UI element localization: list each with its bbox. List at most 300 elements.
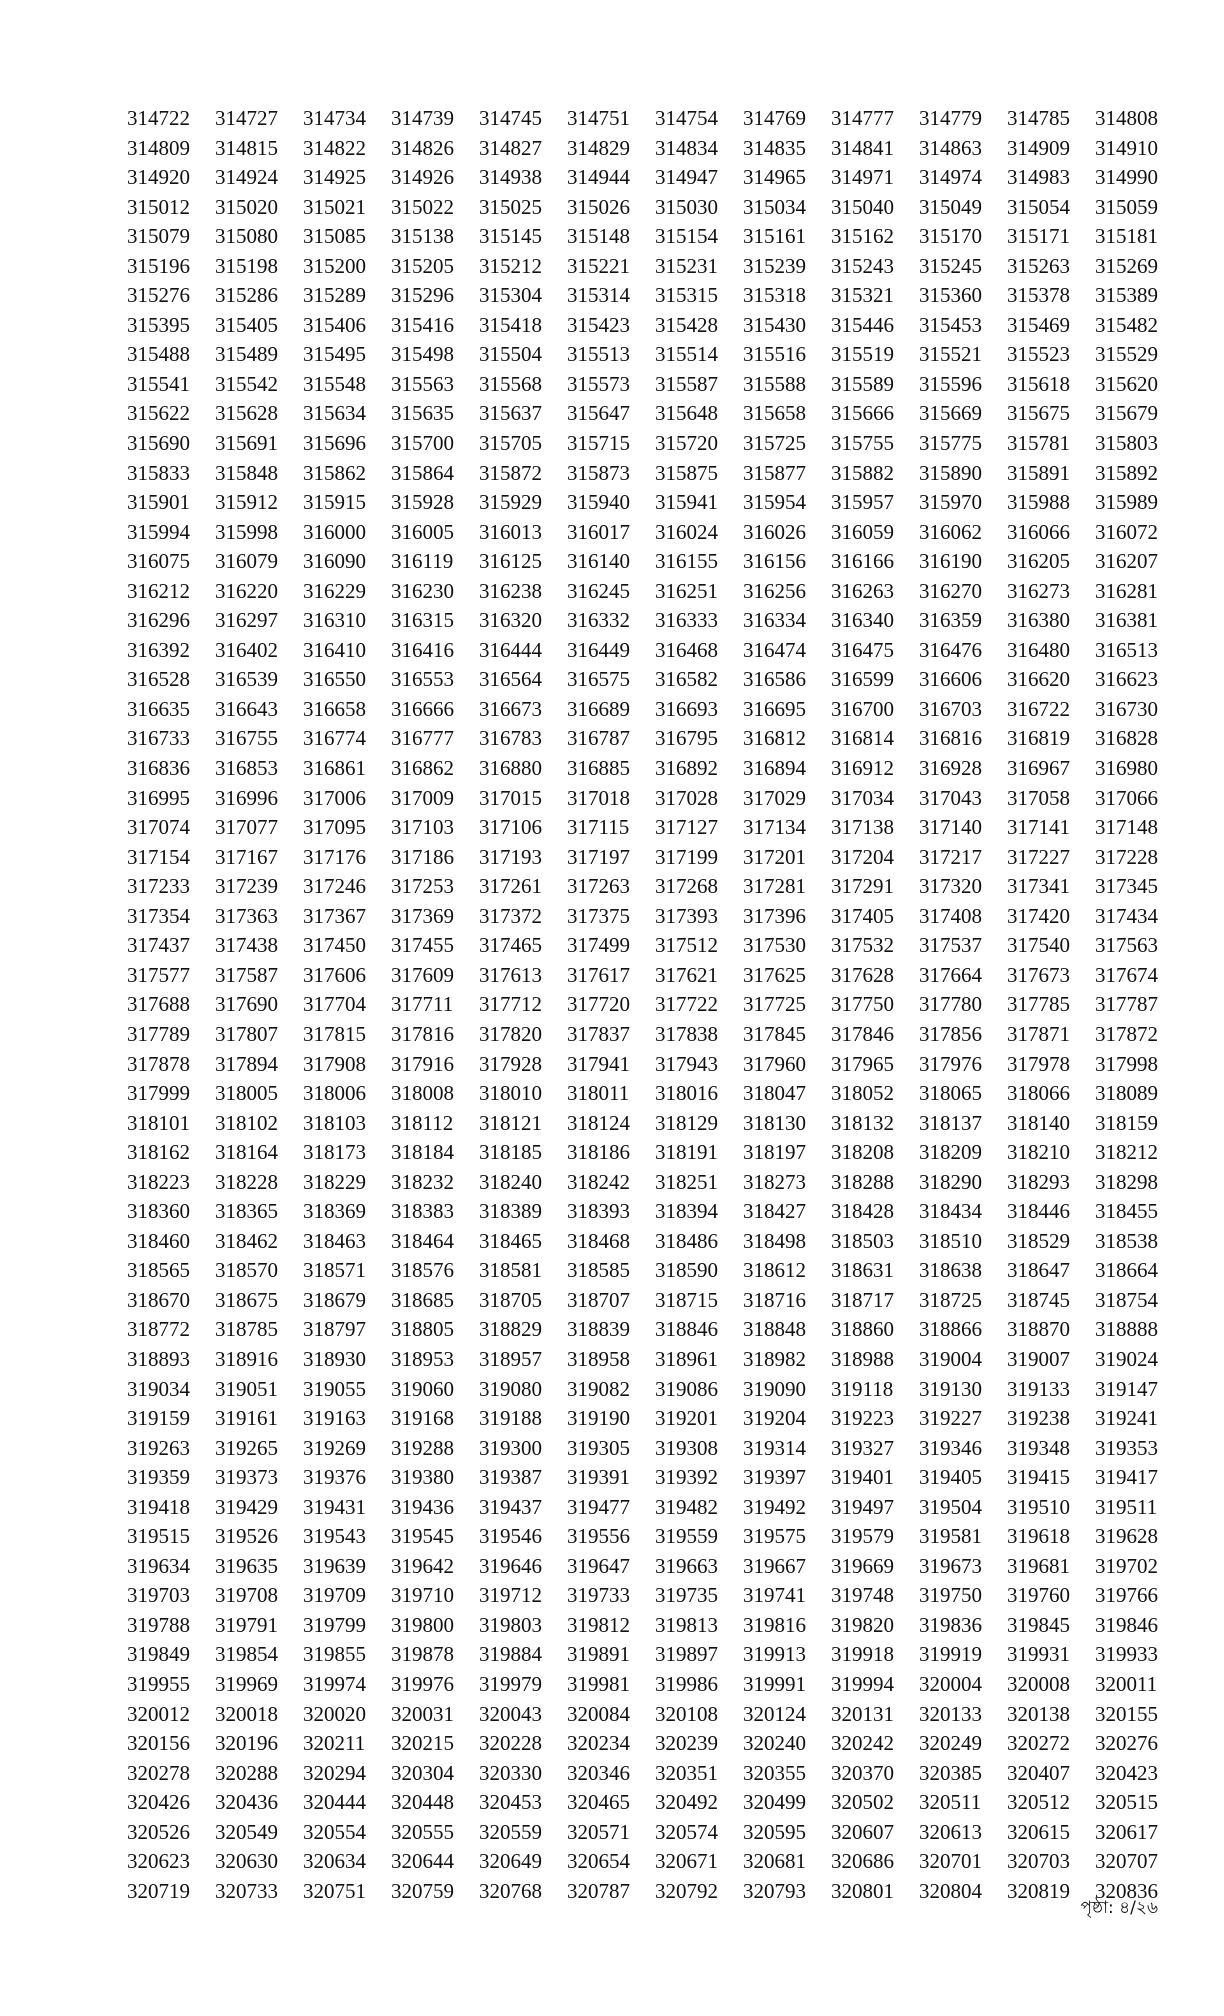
roll-number: 315304 <box>479 283 542 308</box>
roll-number: 318590 <box>655 1258 718 1283</box>
roll-number: 319849 <box>127 1642 190 1667</box>
roll-number: 316553 <box>391 667 454 692</box>
roll-number: 317941 <box>567 1051 630 1076</box>
roll-number: 317625 <box>743 962 806 987</box>
roll-number: 315679 <box>1095 401 1158 426</box>
roll-number: 319515 <box>127 1524 190 1549</box>
roll-number: 318184 <box>391 1140 454 1165</box>
roll-number: 317628 <box>831 962 894 987</box>
roll-number: 319579 <box>831 1524 894 1549</box>
roll-number: 320733 <box>215 1878 278 1903</box>
roll-number: 319884 <box>479 1642 542 1667</box>
roll-number: 316528 <box>127 667 190 692</box>
roll-number: 318893 <box>127 1346 190 1371</box>
roll-number: 320630 <box>215 1849 278 1874</box>
roll-number: 316819 <box>1007 726 1070 751</box>
roll-number: 315803 <box>1095 431 1158 456</box>
roll-number: 319559 <box>655 1524 718 1549</box>
roll-number: 319223 <box>831 1406 894 1431</box>
roll-number: 319163 <box>303 1406 366 1431</box>
roll-number: 317095 <box>303 815 366 840</box>
roll-number: 315079 <box>127 224 190 249</box>
roll-number: 317043 <box>919 785 982 810</box>
roll-number: 319646 <box>479 1553 542 1578</box>
roll-number: 315587 <box>655 371 718 396</box>
roll-number: 318725 <box>919 1287 982 1312</box>
roll-number: 315700 <box>391 431 454 456</box>
roll-number: 319086 <box>655 1376 718 1401</box>
roll-number: 317928 <box>479 1051 542 1076</box>
roll-number: 315620 <box>1095 371 1158 396</box>
roll-number: 316119 <box>391 549 454 574</box>
roll-number: 315781 <box>1007 431 1070 456</box>
roll-number: 314863 <box>919 135 982 160</box>
roll-number: 316263 <box>831 578 894 603</box>
roll-number: 316392 <box>127 637 190 662</box>
roll-number: 318369 <box>303 1199 366 1224</box>
roll-number: 319766 <box>1095 1583 1158 1608</box>
roll-number: 315263 <box>1007 253 1070 278</box>
roll-number: 317006 <box>303 785 366 810</box>
roll-number: 319055 <box>303 1376 366 1401</box>
roll-number: 315892 <box>1095 460 1158 485</box>
roll-number: 320554 <box>303 1819 366 1844</box>
roll-number: 320465 <box>567 1790 630 1815</box>
roll-number: 315430 <box>743 312 806 337</box>
roll-number: 316928 <box>919 756 982 781</box>
roll-number: 319359 <box>127 1465 190 1490</box>
roll-number: 316229 <box>303 578 366 603</box>
roll-number: 317405 <box>831 903 894 928</box>
roll-number: 315021 <box>303 194 366 219</box>
roll-number: 318958 <box>567 1346 630 1371</box>
roll-number: 316996 <box>215 785 278 810</box>
roll-number: 318186 <box>567 1140 630 1165</box>
roll-number: 316539 <box>215 667 278 692</box>
roll-number: 317186 <box>391 844 454 869</box>
roll-number: 316381 <box>1095 608 1158 633</box>
roll-number: 315691 <box>215 431 278 456</box>
roll-number: 314826 <box>391 135 454 160</box>
roll-number: 320649 <box>479 1849 542 1874</box>
roll-number: 319090 <box>743 1376 806 1401</box>
roll-number: 317999 <box>127 1081 190 1106</box>
roll-number: 317976 <box>919 1051 982 1076</box>
roll-number: 315080 <box>215 224 278 249</box>
roll-number: 317193 <box>479 844 542 869</box>
roll-number: 316689 <box>567 696 630 721</box>
roll-number: 317725 <box>743 992 806 1017</box>
roll-number: 316861 <box>303 756 366 781</box>
roll-number: 317998 <box>1095 1051 1158 1076</box>
roll-number: 317253 <box>391 874 454 899</box>
roll-number: 317673 <box>1007 962 1070 987</box>
roll-number: 318164 <box>215 1140 278 1165</box>
roll-number: 319918 <box>831 1642 894 1667</box>
roll-number: 319004 <box>919 1346 982 1371</box>
roll-number: 320801 <box>831 1878 894 1903</box>
roll-number: 316013 <box>479 519 542 544</box>
roll-number: 315276 <box>127 283 190 308</box>
roll-number: 319510 <box>1007 1494 1070 1519</box>
roll-number: 316586 <box>743 667 806 692</box>
roll-number: 318529 <box>1007 1228 1070 1253</box>
roll-number: 319979 <box>479 1671 542 1696</box>
roll-number: 320012 <box>127 1701 190 1726</box>
roll-number: 320215 <box>391 1731 454 1756</box>
roll-number: 314926 <box>391 165 454 190</box>
roll-number: 317227 <box>1007 844 1070 869</box>
roll-number: 315286 <box>215 283 278 308</box>
roll-number: 315715 <box>567 431 630 456</box>
roll-number: 320124 <box>743 1701 806 1726</box>
roll-number: 318460 <box>127 1228 190 1253</box>
roll-number: 315862 <box>303 460 366 485</box>
roll-number: 318571 <box>303 1258 366 1283</box>
roll-number: 317106 <box>479 815 542 840</box>
roll-number: 320707 <box>1095 1849 1158 1874</box>
roll-number: 317074 <box>127 815 190 840</box>
roll-number: 316416 <box>391 637 454 662</box>
roll-number: 315245 <box>919 253 982 278</box>
roll-number: 319581 <box>919 1524 982 1549</box>
roll-number: 315877 <box>743 460 806 485</box>
roll-number: 317345 <box>1095 874 1158 899</box>
roll-number: 315389 <box>1095 283 1158 308</box>
roll-number: 318191 <box>655 1140 718 1165</box>
roll-number: 319288 <box>391 1435 454 1460</box>
roll-number: 316695 <box>743 696 806 721</box>
roll-number: 319733 <box>567 1583 630 1608</box>
roll-number: 316315 <box>391 608 454 633</box>
roll-number: 319702 <box>1095 1553 1158 1578</box>
roll-number: 318212 <box>1095 1140 1158 1165</box>
roll-number: 319709 <box>303 1583 366 1608</box>
page-number: পৃষ্ঠা: ৪/২৬ <box>1080 1898 1158 1918</box>
roll-number: 320249 <box>919 1731 982 1756</box>
roll-number: 319788 <box>127 1612 190 1637</box>
roll-number: 320751 <box>303 1878 366 1903</box>
roll-number: 318016 <box>655 1081 718 1106</box>
roll-number: 319673 <box>919 1553 982 1578</box>
roll-number: 316666 <box>391 696 454 721</box>
roll-number: 318675 <box>215 1287 278 1312</box>
roll-number: 315428 <box>655 312 718 337</box>
roll-number: 316000 <box>303 519 366 544</box>
roll-number: 316468 <box>655 637 718 662</box>
roll-number: 319919 <box>919 1642 982 1667</box>
roll-number: 319846 <box>1095 1612 1158 1637</box>
roll-number: 316310 <box>303 608 366 633</box>
roll-number: 320792 <box>655 1878 718 1903</box>
roll-number: 317217 <box>919 844 982 869</box>
roll-number: 316795 <box>655 726 718 751</box>
roll-number: 318715 <box>655 1287 718 1312</box>
roll-number: 319976 <box>391 1671 454 1696</box>
roll-number: 314769 <box>743 106 806 130</box>
roll-number: 320131 <box>831 1701 894 1726</box>
roll-number: 319130 <box>919 1376 982 1401</box>
roll-number: 316359 <box>919 608 982 633</box>
roll-number: 315395 <box>127 312 190 337</box>
roll-number: 315514 <box>655 342 718 367</box>
roll-number: 318052 <box>831 1081 894 1106</box>
roll-number: 320555 <box>391 1819 454 1844</box>
roll-number: 316575 <box>567 667 630 692</box>
roll-number: 319429 <box>215 1494 278 1519</box>
roll-number: 320559 <box>479 1819 542 1844</box>
roll-number: 316205 <box>1007 549 1070 574</box>
roll-number: 320385 <box>919 1760 982 1785</box>
roll-number: 318638 <box>919 1258 982 1283</box>
roll-number: 320453 <box>479 1790 542 1815</box>
roll-number: 316812 <box>743 726 806 751</box>
roll-number: 317789 <box>127 1021 190 1046</box>
roll-number: 318066 <box>1007 1081 1070 1106</box>
roll-number: 316700 <box>831 696 894 721</box>
roll-number: 315221 <box>567 253 630 278</box>
roll-number: 318679 <box>303 1287 366 1312</box>
roll-number: 317148 <box>1095 815 1158 840</box>
roll-number: 315138 <box>391 224 454 249</box>
roll-number: 320701 <box>919 1849 982 1874</box>
roll-number: 319760 <box>1007 1583 1070 1608</box>
roll-number: 320239 <box>655 1731 718 1756</box>
roll-number: 320515 <box>1095 1790 1158 1815</box>
roll-number: 315882 <box>831 460 894 485</box>
roll-number: 319897 <box>655 1642 718 1667</box>
roll-number: 319007 <box>1007 1346 1070 1371</box>
roll-number: 316777 <box>391 726 454 751</box>
roll-number: 320234 <box>567 1731 630 1756</box>
roll-number: 315720 <box>655 431 718 456</box>
roll-number: 317268 <box>655 874 718 899</box>
roll-number: 315085 <box>303 224 366 249</box>
roll-number: 320574 <box>655 1819 718 1844</box>
roll-number: 319663 <box>655 1553 718 1578</box>
roll-number: 320240 <box>743 1731 806 1756</box>
roll-number: 317009 <box>391 785 454 810</box>
roll-number: 318498 <box>743 1228 806 1253</box>
roll-number: 316245 <box>567 578 630 603</box>
roll-number: 319854 <box>215 1642 278 1667</box>
roll-number: 315872 <box>479 460 542 485</box>
roll-number: 317018 <box>567 785 630 810</box>
roll-number: 320020 <box>303 1701 366 1726</box>
roll-number: 317420 <box>1007 903 1070 928</box>
roll-number: 318772 <box>127 1317 190 1342</box>
roll-number: 315025 <box>479 194 542 219</box>
roll-number: 318065 <box>919 1081 982 1106</box>
roll-number: 319955 <box>127 1671 190 1696</box>
roll-number: 318870 <box>1007 1317 1070 1342</box>
roll-number: 319376 <box>303 1465 366 1490</box>
roll-number: 319417 <box>1095 1465 1158 1490</box>
roll-number: 315628 <box>215 401 278 426</box>
roll-number: 314822 <box>303 135 366 160</box>
roll-number: 318047 <box>743 1081 806 1106</box>
roll-number: 316402 <box>215 637 278 662</box>
roll-number: 319263 <box>127 1435 190 1460</box>
roll-number: 315054 <box>1007 194 1070 219</box>
roll-number: 316062 <box>919 519 982 544</box>
roll-number: 315957 <box>831 490 894 515</box>
roll-number: 319511 <box>1095 1494 1158 1519</box>
roll-number: 318132 <box>831 1110 894 1135</box>
roll-number: 315170 <box>919 224 982 249</box>
roll-number: 315314 <box>567 283 630 308</box>
roll-number: 315489 <box>215 342 278 367</box>
roll-number: 317787 <box>1095 992 1158 1017</box>
roll-number: 319526 <box>215 1524 278 1549</box>
roll-number: 319791 <box>215 1612 278 1637</box>
roll-number: 315040 <box>831 194 894 219</box>
roll-number: 316814 <box>831 726 894 751</box>
roll-number: 320330 <box>479 1760 542 1785</box>
roll-number: 315675 <box>1007 401 1070 426</box>
roll-number: 315529 <box>1095 342 1158 367</box>
roll-number: 319681 <box>1007 1553 1070 1578</box>
roll-number: 316090 <box>303 549 366 574</box>
roll-number: 317077 <box>215 815 278 840</box>
roll-number: 318112 <box>391 1110 454 1135</box>
roll-number: 318647 <box>1007 1258 1070 1283</box>
roll-number: 318427 <box>743 1199 806 1224</box>
roll-number: 315269 <box>1095 253 1158 278</box>
roll-number: 320571 <box>567 1819 630 1844</box>
roll-number: 317199 <box>655 844 718 869</box>
roll-number: 316155 <box>655 549 718 574</box>
roll-number: 315940 <box>567 490 630 515</box>
roll-number: 317028 <box>655 785 718 810</box>
roll-number: 319034 <box>127 1376 190 1401</box>
roll-number: 314785 <box>1007 106 1070 130</box>
roll-number: 319060 <box>391 1376 454 1401</box>
roll-number: 316787 <box>567 726 630 751</box>
roll-number: 317281 <box>743 874 806 899</box>
roll-number: 319392 <box>655 1465 718 1490</box>
roll-number: 315495 <box>303 342 366 367</box>
roll-number: 315181 <box>1095 224 1158 249</box>
roll-number: 319891 <box>567 1642 630 1667</box>
roll-number: 315200 <box>303 253 366 278</box>
roll-number: 318232 <box>391 1169 454 1194</box>
roll-number: 319836 <box>919 1612 982 1637</box>
roll-number: 317688 <box>127 992 190 1017</box>
roll-number: 317197 <box>567 844 630 869</box>
roll-number: 319994 <box>831 1671 894 1696</box>
roll-number: 315622 <box>127 401 190 426</box>
roll-number: 316635 <box>127 696 190 721</box>
roll-number: 315423 <box>567 312 630 337</box>
roll-number: 317058 <box>1007 785 1070 810</box>
roll-number: 319024 <box>1095 1346 1158 1371</box>
roll-number: 318229 <box>303 1169 366 1194</box>
roll-number: 314841 <box>831 135 894 160</box>
roll-number: 315915 <box>303 490 366 515</box>
roll-number: 319133 <box>1007 1376 1070 1401</box>
roll-number: 315928 <box>391 490 454 515</box>
roll-number: 320607 <box>831 1819 894 1844</box>
roll-number: 317233 <box>127 874 190 899</box>
roll-number: 319492 <box>743 1494 806 1519</box>
roll-number: 320511 <box>919 1790 982 1815</box>
roll-number: 315521 <box>919 342 982 367</box>
roll-number: 320138 <box>1007 1701 1070 1726</box>
roll-number: 319575 <box>743 1524 806 1549</box>
roll-number: 318162 <box>127 1140 190 1165</box>
roll-number: 319741 <box>743 1583 806 1608</box>
roll-number: 319391 <box>567 1465 630 1490</box>
roll-number: 318293 <box>1007 1169 1070 1194</box>
roll-number: 316475 <box>831 637 894 662</box>
roll-number: 320346 <box>567 1760 630 1785</box>
roll-number: 315418 <box>479 312 542 337</box>
roll-number: 320031 <box>391 1701 454 1726</box>
roll-number: 320804 <box>919 1878 982 1903</box>
roll-number: 319373 <box>215 1465 278 1490</box>
roll-number: 320133 <box>919 1701 982 1726</box>
roll-number: 319667 <box>743 1553 806 1578</box>
roll-number: 317720 <box>567 992 630 1017</box>
roll-number: 317807 <box>215 1021 278 1046</box>
roll-number: 319238 <box>1007 1406 1070 1431</box>
roll-number: 320351 <box>655 1760 718 1785</box>
roll-number: 319305 <box>567 1435 630 1460</box>
roll-number: 319431 <box>303 1494 366 1519</box>
roll-number: 319168 <box>391 1406 454 1431</box>
roll-number: 315891 <box>1007 460 1070 485</box>
roll-number: 316606 <box>919 667 982 692</box>
roll-number: 320407 <box>1007 1760 1070 1785</box>
roll-number: 317127 <box>655 815 718 840</box>
roll-number: 315488 <box>127 342 190 367</box>
roll-number: 317838 <box>655 1021 718 1046</box>
roll-number: 317167 <box>215 844 278 869</box>
roll-number: 319188 <box>479 1406 542 1431</box>
roll-number: 316297 <box>215 608 278 633</box>
roll-number: 318797 <box>303 1317 366 1342</box>
roll-number: 317711 <box>391 992 454 1017</box>
roll-number: 318988 <box>831 1346 894 1371</box>
roll-number: 317320 <box>919 874 982 899</box>
roll-number: 320448 <box>391 1790 454 1815</box>
roll-number: 318585 <box>567 1258 630 1283</box>
roll-number: 318102 <box>215 1110 278 1135</box>
roll-number: 316332 <box>567 608 630 633</box>
roll-number: 319639 <box>303 1553 366 1578</box>
roll-number: 318860 <box>831 1317 894 1342</box>
roll-number: 315833 <box>127 460 190 485</box>
roll-number: 316582 <box>655 667 718 692</box>
roll-number: 316912 <box>831 756 894 781</box>
roll-number: 318930 <box>303 1346 366 1371</box>
roll-number: 315970 <box>919 490 982 515</box>
roll-number: 319800 <box>391 1612 454 1637</box>
roll-number: 316853 <box>215 756 278 781</box>
roll-number: 320426 <box>127 1790 190 1815</box>
roll-number: 316273 <box>1007 578 1070 603</box>
roll-number: 317029 <box>743 785 806 810</box>
roll-number: 316449 <box>567 637 630 662</box>
roll-number: 318455 <box>1095 1199 1158 1224</box>
roll-number: 319436 <box>391 1494 454 1519</box>
roll-number: 318197 <box>743 1140 806 1165</box>
roll-number: 317103 <box>391 815 454 840</box>
roll-number: 319708 <box>215 1583 278 1608</box>
roll-number: 315875 <box>655 460 718 485</box>
roll-number: 319437 <box>479 1494 542 1519</box>
